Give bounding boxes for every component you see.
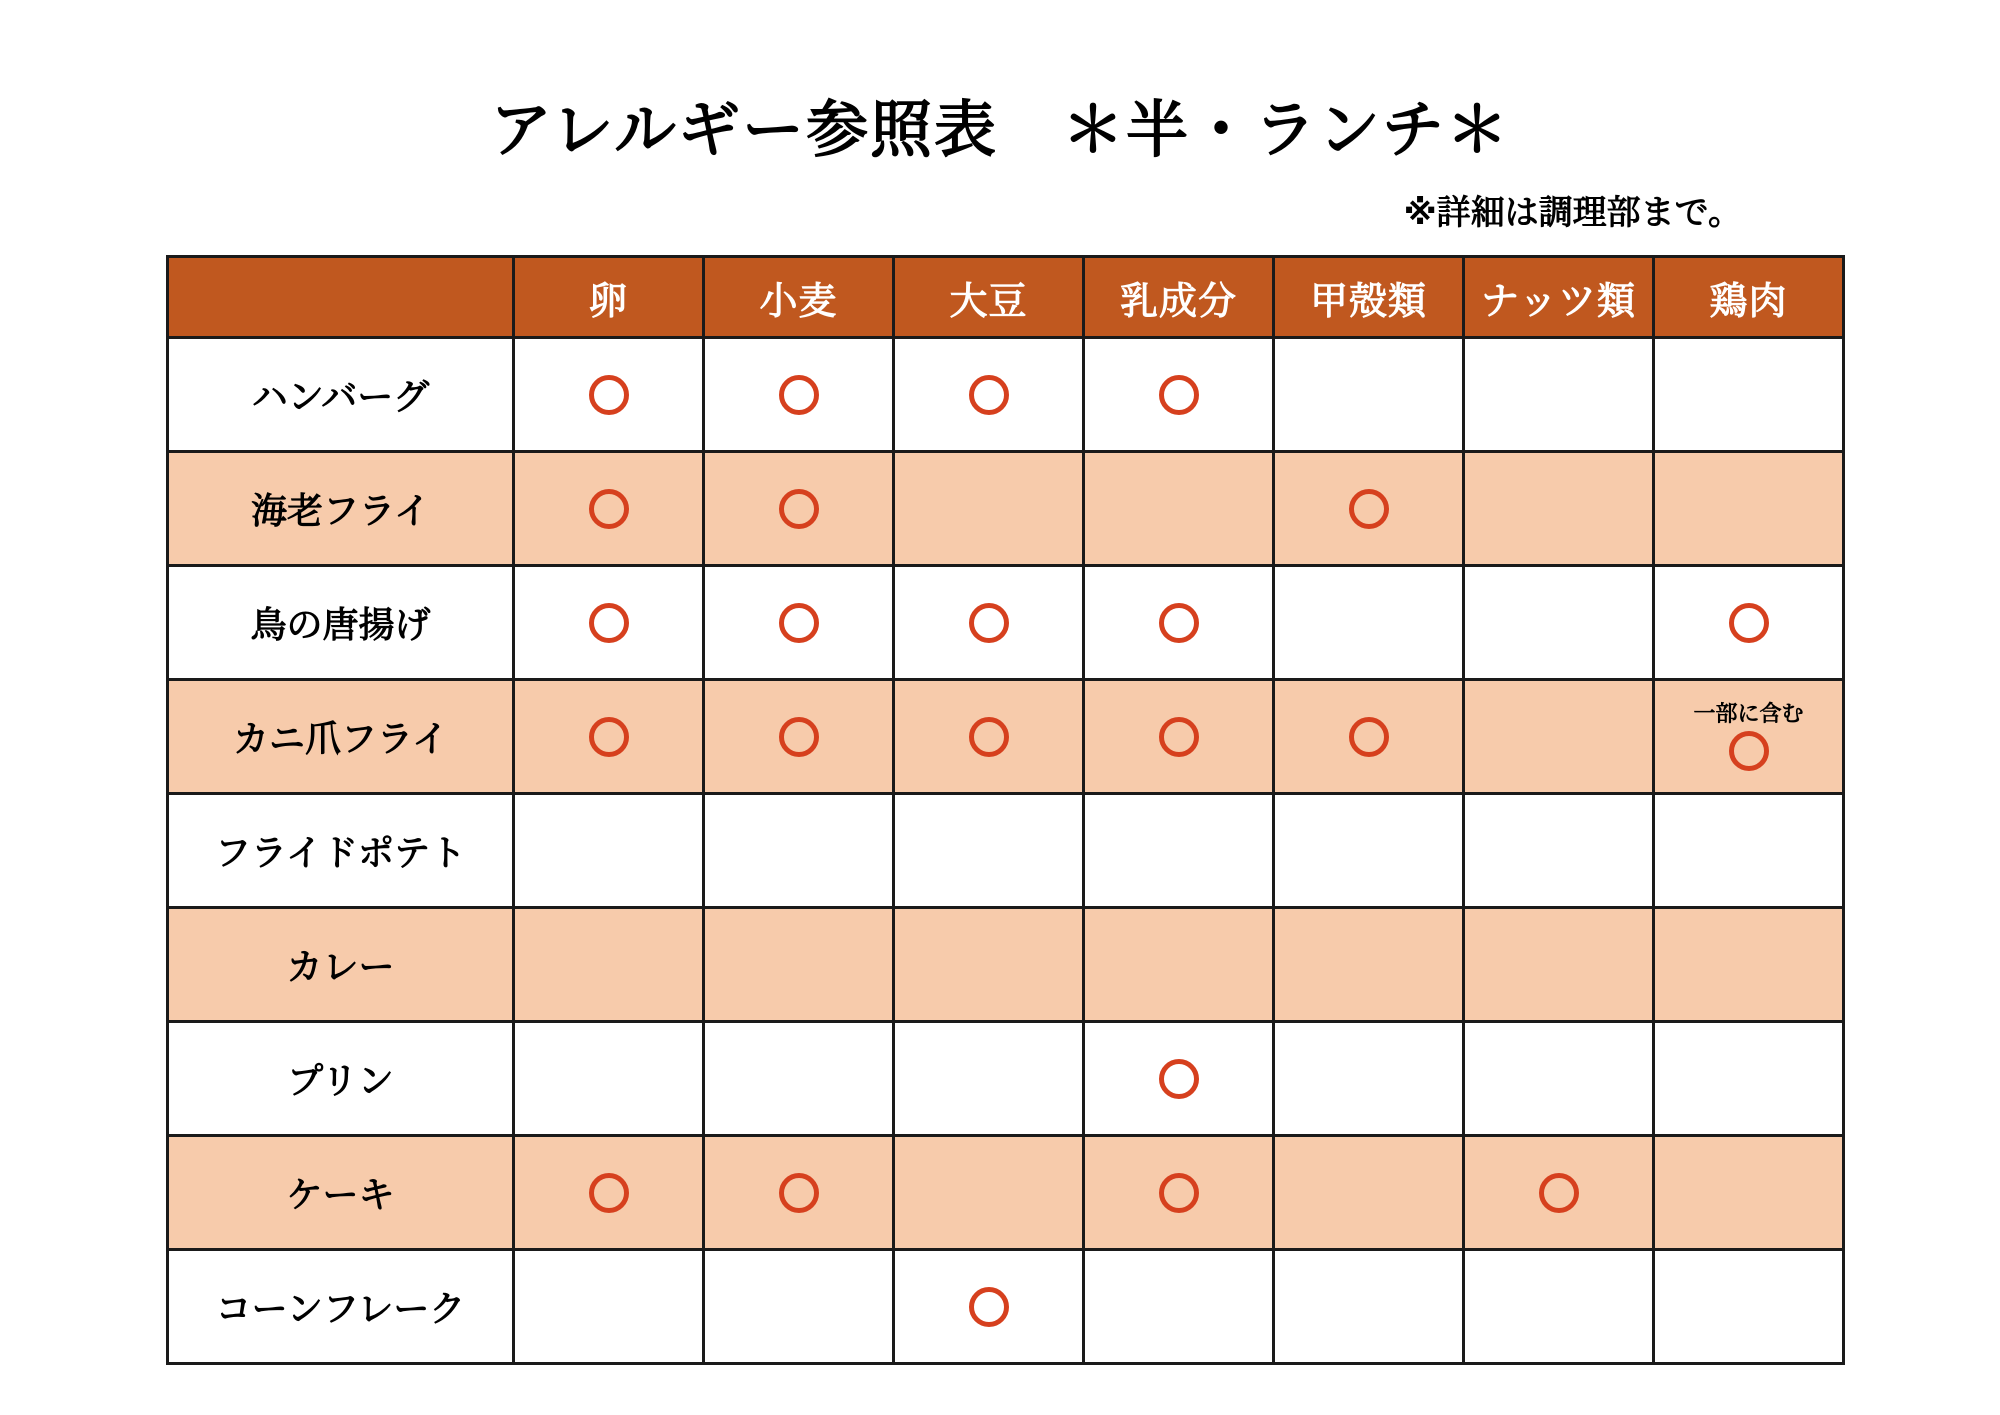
allergen-cell: [1274, 680, 1464, 794]
empty-cell-marker: [1655, 339, 1842, 450]
empty-cell-marker: [895, 909, 1082, 1020]
menu-item-name: カレー: [168, 908, 514, 1022]
allergen-cell: [894, 680, 1084, 794]
allergy-table: [166, 255, 1845, 1365]
allergen-cell: [1274, 1250, 1464, 1364]
allergen-cell: [1464, 680, 1654, 794]
allergen-cell-inner: [1085, 567, 1272, 678]
empty-cell-marker: [1275, 1137, 1462, 1248]
empty-cell-marker: [1655, 453, 1842, 564]
column-header-4: 乳成分: [1084, 257, 1274, 338]
allergen-cell-inner: [1655, 681, 1842, 792]
empty-cell-marker: [1465, 681, 1652, 792]
allergen-cell: [1464, 1136, 1654, 1250]
allergen-cell-inner: [1085, 681, 1272, 792]
allergen-cell-inner: [895, 339, 1082, 450]
allergen-cell: [514, 680, 704, 794]
contains-allergen-circle-icon: [1729, 731, 1769, 771]
empty-cell-marker: [1465, 567, 1652, 678]
empty-cell-marker: [1465, 795, 1652, 906]
menu-item-name: ケーキ: [168, 1136, 514, 1250]
allergen-cell-inner: [515, 795, 702, 906]
allergen-cell: [1464, 338, 1654, 452]
allergen-cell-inner: [705, 1023, 892, 1134]
table-row: [168, 908, 1844, 1022]
empty-cell-marker: [895, 1137, 1082, 1248]
column-header-2: 小麦: [704, 257, 894, 338]
contains-allergen-circle-icon: [589, 489, 629, 529]
empty-cell-marker: [1085, 909, 1272, 1020]
allergen-cell-inner: [705, 1137, 892, 1248]
allergen-cell: [1274, 452, 1464, 566]
allergen-cell-inner: [1085, 795, 1272, 906]
table-header: [168, 257, 1844, 338]
allergen-cell-inner: [1465, 1251, 1652, 1362]
allergen-cell: [894, 908, 1084, 1022]
allergen-cell-inner: [1085, 1251, 1272, 1362]
empty-cell-marker: [705, 909, 892, 1020]
menu-item-name: ハンバーグ: [168, 338, 514, 452]
empty-cell-marker: [1655, 1023, 1842, 1134]
table-row: [168, 1136, 1844, 1250]
allergen-cell: [514, 566, 704, 680]
allergen-cell: [1654, 452, 1844, 566]
contains-allergen-circle-icon: [969, 1287, 1009, 1327]
table-row: [168, 1022, 1844, 1136]
column-header-3: 大豆: [894, 257, 1084, 338]
allergen-cell-inner: [705, 1251, 892, 1362]
allergen-cell: [1654, 1136, 1844, 1250]
allergen-cell-inner: [1465, 1137, 1652, 1248]
allergen-cell-inner: [515, 567, 702, 678]
contains-allergen-circle-icon: [969, 717, 1009, 757]
allergen-cell-inner: [895, 795, 1082, 906]
allergen-cell: [1654, 566, 1844, 680]
allergen-cell: [514, 452, 704, 566]
empty-cell-marker: [895, 1023, 1082, 1134]
allergen-cell: [1654, 1022, 1844, 1136]
empty-cell-marker: [705, 1023, 892, 1134]
allergen-cell-inner: [1655, 1137, 1842, 1248]
empty-cell-marker: [705, 795, 892, 906]
contains-allergen-circle-icon: [779, 717, 819, 757]
empty-cell-marker: [1275, 909, 1462, 1020]
contains-allergen-circle-icon: [779, 489, 819, 529]
allergen-cell-inner: [1655, 453, 1842, 564]
empty-cell-marker: [1465, 1251, 1652, 1362]
empty-cell-marker: [1275, 339, 1462, 450]
allergen-cell-inner: [1275, 681, 1462, 792]
page-title: アレルギー参照表 ＊半・ランチ＊: [490, 96, 1510, 165]
allergen-cell: [514, 794, 704, 908]
empty-cell-marker: [705, 1251, 892, 1362]
allergen-cell: [514, 338, 704, 452]
allergen-cell-inner: [1275, 453, 1462, 564]
detail-note: ※詳細は調理部まで。: [1403, 194, 1742, 232]
contains-allergen-circle-icon: [589, 375, 629, 415]
column-header-7: 鶏肉: [1654, 257, 1844, 338]
allergen-cell-inner: [1465, 681, 1652, 792]
allergen-cell: [894, 794, 1084, 908]
contains-allergen-circle-icon: [1349, 717, 1389, 757]
empty-cell-marker: [895, 795, 1082, 906]
allergen-cell-inner: [1655, 339, 1842, 450]
allergen-cell-inner: [895, 453, 1082, 564]
empty-cell-marker: [515, 909, 702, 1020]
allergen-cell: [894, 566, 1084, 680]
contains-allergen-circle-icon: [1159, 1173, 1199, 1213]
allergen-cell: [1084, 1250, 1274, 1364]
allergen-cell: [1084, 1136, 1274, 1250]
allergen-cell: [1464, 566, 1654, 680]
empty-cell-marker: [1085, 1251, 1272, 1362]
allergen-cell: [1274, 1136, 1464, 1250]
empty-cell-marker: [515, 795, 702, 906]
menu-item-name: 鳥の唐揚げ: [168, 566, 514, 680]
allergen-cell-inner: [1465, 795, 1652, 906]
empty-cell-marker: [1275, 795, 1462, 906]
column-header-6: ナッツ類: [1464, 257, 1654, 338]
allergen-cell-inner: [1655, 1023, 1842, 1134]
allergen-cell-inner: [895, 909, 1082, 1020]
allergen-cell: [1654, 338, 1844, 452]
empty-cell-marker: [1465, 453, 1652, 564]
allergen-cell: [1464, 794, 1654, 908]
table-body: [168, 338, 1844, 1364]
table-row: [168, 794, 1844, 908]
allergen-cell-inner: [705, 453, 892, 564]
allergen-cell: [1654, 1250, 1844, 1364]
allergen-cell: [1274, 566, 1464, 680]
allergen-cell: [1274, 1022, 1464, 1136]
contains-allergen-circle-icon: [589, 717, 629, 757]
allergen-cell: [1464, 1250, 1654, 1364]
allergen-cell-inner: [1655, 1251, 1842, 1362]
menu-item-name: カニ爪フライ: [168, 680, 514, 794]
menu-item-name: フライドポテト: [168, 794, 514, 908]
allergen-cell: [514, 1022, 704, 1136]
allergen-cell-inner: [1655, 795, 1842, 906]
contains-allergen-circle-icon: [969, 603, 1009, 643]
allergen-cell: [1654, 908, 1844, 1022]
menu-item-name: コーンフレーク: [168, 1250, 514, 1364]
empty-cell-marker: [1275, 567, 1462, 678]
allergen-cell-inner: [1275, 1137, 1462, 1248]
empty-cell-marker: [515, 1251, 702, 1362]
allergen-cell-inner: [705, 681, 892, 792]
allergen-cell: [514, 1250, 704, 1364]
allergen-cell: [704, 452, 894, 566]
allergen-cell-inner: [1275, 909, 1462, 1020]
allergen-cell-inner: [515, 453, 702, 564]
allergen-cell: [894, 338, 1084, 452]
empty-cell-marker: [1655, 1137, 1842, 1248]
contains-allergen-circle-icon: [589, 1173, 629, 1213]
empty-cell-marker: [1465, 339, 1652, 450]
allergen-cell-inner: [1465, 339, 1652, 450]
allergen-cell: [1464, 452, 1654, 566]
allergen-cell-inner: [895, 681, 1082, 792]
allergy-table-container: [166, 255, 1844, 1365]
allergen-cell-note: 一部に含む: [1693, 700, 1804, 726]
allergen-cell: [1654, 794, 1844, 908]
allergen-cell: [1654, 680, 1844, 794]
allergen-cell-inner: [1085, 909, 1272, 1020]
allergen-cell-inner: [1085, 1137, 1272, 1248]
allergen-cell-inner: [1275, 795, 1462, 906]
allergen-cell: [1084, 908, 1274, 1022]
allergen-cell-inner: [1085, 1023, 1272, 1134]
contains-allergen-circle-icon: [1349, 489, 1389, 529]
allergen-cell: [704, 1022, 894, 1136]
allergen-cell: [1084, 566, 1274, 680]
allergen-cell-inner: [515, 1251, 702, 1362]
allergen-cell-inner: [1275, 567, 1462, 678]
allergen-cell-inner: [515, 909, 702, 1020]
allergen-cell-inner: [515, 1023, 702, 1134]
allergen-cell: [1274, 908, 1464, 1022]
contains-allergen-circle-icon: [969, 375, 1009, 415]
allergen-cell-inner: [895, 1023, 1082, 1134]
allergen-cell-inner: [895, 1137, 1082, 1248]
table-row: [168, 1250, 1844, 1364]
allergen-cell-inner: [895, 567, 1082, 678]
table-corner-cell: [168, 257, 514, 338]
allergen-cell: [704, 1250, 894, 1364]
allergen-cell: [894, 1250, 1084, 1364]
allergen-cell: [894, 1022, 1084, 1136]
contains-allergen-circle-icon: [779, 603, 819, 643]
empty-cell-marker: [1465, 909, 1652, 1020]
allergen-cell: [704, 794, 894, 908]
allergen-cell-inner: [1655, 909, 1842, 1020]
table-row: [168, 680, 1844, 794]
table-header-row: [168, 257, 1844, 338]
empty-cell-marker: [1655, 795, 1842, 906]
allergen-cell: [704, 680, 894, 794]
allergen-cell: [1084, 452, 1274, 566]
allergen-cell: [1084, 680, 1274, 794]
contains-allergen-circle-icon: [1729, 603, 1769, 643]
table-row: [168, 566, 1844, 680]
empty-cell-marker: [1655, 1251, 1842, 1362]
allergen-cell-inner: [895, 1251, 1082, 1362]
allergen-cell: [1084, 338, 1274, 452]
menu-item-name: プリン: [168, 1022, 514, 1136]
table-row: [168, 452, 1844, 566]
allergen-cell: [1464, 1022, 1654, 1136]
contains-allergen-circle-icon: [589, 603, 629, 643]
allergen-cell-inner: [1085, 339, 1272, 450]
empty-cell-marker: [1085, 453, 1272, 564]
allergen-cell-inner: [1465, 567, 1652, 678]
menu-item-name: 海老フライ: [168, 452, 514, 566]
allergen-cell: [1084, 794, 1274, 908]
allergen-cell: [1464, 908, 1654, 1022]
allergen-cell: [1274, 338, 1464, 452]
allergen-cell-inner: [1465, 1023, 1652, 1134]
allergen-cell-inner: [515, 681, 702, 792]
column-header-5: 甲殻類: [1274, 257, 1464, 338]
allergen-cell-inner: [1275, 1251, 1462, 1362]
contains-allergen-circle-icon: [1159, 375, 1199, 415]
contains-allergen-circle-icon: [1159, 1059, 1199, 1099]
empty-cell-marker: [1655, 909, 1842, 1020]
allergen-cell: [894, 452, 1084, 566]
allergen-cell-inner: [1465, 453, 1652, 564]
contains-allergen-circle-icon: [1159, 603, 1199, 643]
allergen-cell: [704, 338, 894, 452]
contains-allergen-circle-icon: [779, 375, 819, 415]
empty-cell-marker: [515, 1023, 702, 1134]
empty-cell-marker: [1275, 1023, 1462, 1134]
allergen-cell-inner: [705, 909, 892, 1020]
allergen-cell-inner: [515, 339, 702, 450]
allergen-cell-inner: [1655, 567, 1842, 678]
empty-cell-marker: [1085, 795, 1272, 906]
contains-allergen-circle-icon: [779, 1173, 819, 1213]
allergen-cell-inner: [1465, 909, 1652, 1020]
column-header-1: 卵: [514, 257, 704, 338]
allergen-cell-inner: [515, 1137, 702, 1248]
allergen-cell: [1274, 794, 1464, 908]
allergen-cell: [1084, 1022, 1274, 1136]
table-row: [168, 338, 1844, 452]
allergen-cell: [514, 908, 704, 1022]
empty-cell-marker: [1465, 1023, 1652, 1134]
allergen-cell: [704, 908, 894, 1022]
allergen-cell-inner: [1085, 453, 1272, 564]
allergen-cell: [514, 1136, 704, 1250]
empty-cell-marker: [1275, 1251, 1462, 1362]
contains-allergen-circle-icon: [1159, 717, 1199, 757]
allergen-cell-inner: [705, 795, 892, 906]
allergen-cell: [894, 1136, 1084, 1250]
allergen-cell: [704, 566, 894, 680]
allergen-cell-inner: [705, 567, 892, 678]
allergen-cell-inner: [705, 339, 892, 450]
empty-cell-marker: [895, 453, 1082, 564]
allergen-cell-inner: [1275, 339, 1462, 450]
contains-allergen-circle-icon: [1539, 1173, 1579, 1213]
allergen-cell: [704, 1136, 894, 1250]
allergen-cell-inner: [1275, 1023, 1462, 1134]
